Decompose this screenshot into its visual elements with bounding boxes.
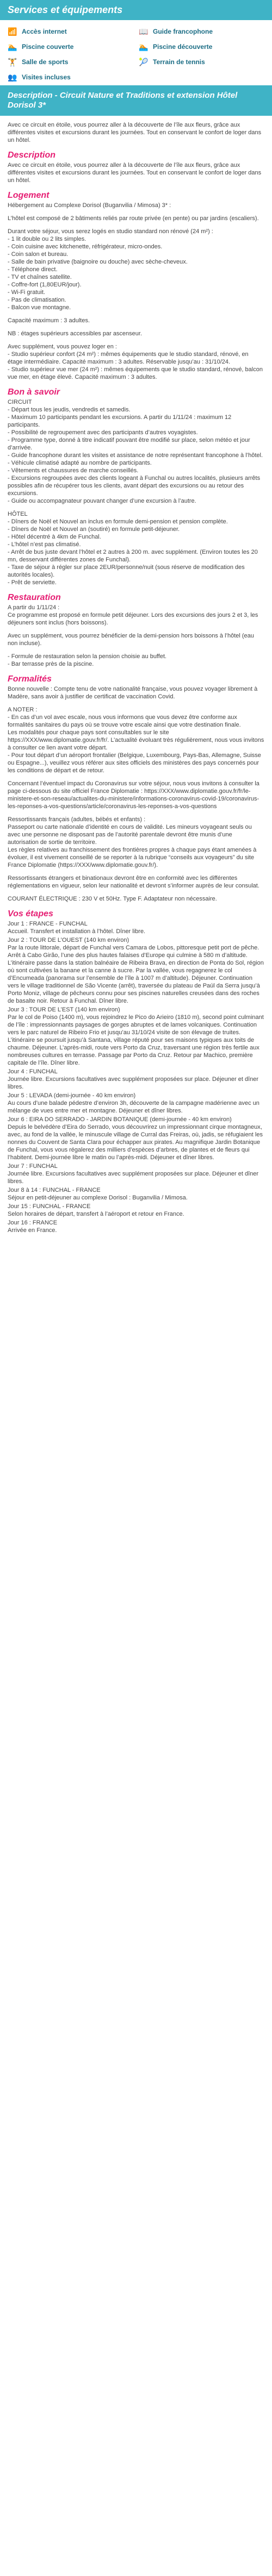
service-label: Accès internet — [22, 28, 67, 35]
etape-item: Jour 6 : EIRA DO SERRADO - JARDIN BOTANIQUE (demi-journée - 40 km environ) Depuis le belvédère d’Eira do Serrado, vous découvrirez un impressionnant cirque montagneux, avec, au fond de la vallée, le minuscule village de Curral das Freiras, où, jadis, se réfugiaient les nonnes du Couvent de Santa Clara pour échapper aux pirates. Au magnifique Jardin Botanique de Funchal, vous vous régalerez des milliers d’espèces d’arbres, de plantes et de fleurs qui l’habitent. Demi-journée libre le matin ou l’après-midi. Déjeuner et dîner libres. — [8, 1116, 263, 1161]
etape-item: Jour 2 : TOUR DE L’OUEST (140 km environ) Par la route littorale, départ de Funchal vers Camara de Lobos, pittoresque petit port de pêche. Arrêt à Cabo Girão, l’une des plus hautes falaises d’Europe qui culmine à 580 m d’altitude. L’itinéraire passe dans la station balnéaire de Ribeira Brava, en direction de Ponta do Sol, région où sont cultivées la banane et la canne à sucre. Par la vallée, vous regagnerez le col d’Encumeada (panorama sur l’ensemble de l’île à 1007 m d’altitude). Déjeuner. Continuation vers le village traditionnel de São Vicente (arrêt), traversée du plateau de Paúl da Serra jusqu’à Porto Moniz, village de pêcheurs connu pour ses piscines naturelles creusées dans des roches de basalte noir. Retour à Funchal. Dîner libre. — [8, 937, 264, 1004]
description-text: Avec ce circuit en étoile, vous pourrez aller à la découverte de l’île aux fleurs, grâce aux différentes visites et excursions durant les journées. Tout en conservant le confort de loger dans un hôtel. — [8, 162, 262, 184]
service-label: Piscine découverte — [153, 43, 213, 51]
service-label: Piscine couverte — [22, 43, 74, 51]
service-item — [139, 57, 264, 67]
bon-savoir-p1: CIRCUIT - Départ tous les jeudis, vendredis et samedis. - Maximum 10 participants pendant les excursions. A partir du 1/11/24 : maximum 12 participants. - Possibilité de regroupement avec des participants d’autres voyagistes. - Programme type, donné à titre indicatif pouvant être modifié sur place, selon météo et jour d’arrivée. - Guide francophone durant les visites et assistance de notre représentant francophone à l’hôtel. - Véhicule climatisé adapté au nombre de participants. - Vêtements et chaussures de marche conseillés. - Excursions regroupées avec des clients logeant à Funchal ou autres localités, plusieurs arrêts possibles afin de récupérer tous les clients, avant départ des excursions ou au retour des excursions. - Guide ou accompagnateur pouvant changer d’une excursion à l’autre. — [8, 399, 263, 504]
etape-item: Jour 4 : FUNCHAL Journée libre. Excursions facultatives avec supplément proposées sur place. Déjeuner et dîner libres. — [8, 1068, 259, 1090]
services-section — [0, 20, 272, 85]
logement-p2: L’hôtel est composé de 2 bâtiments reliés par route privée (en pente) ou par jardins (escaliers). — [8, 215, 259, 222]
restauration-p3: - Formule de restauration selon la pension choisie au buffet. - Bar terrasse près de la piscine. — [8, 653, 167, 667]
logement-p4: Capacité maximum : 3 adultes. — [8, 317, 90, 324]
wifi-icon: 📶 — [8, 27, 17, 36]
formalites-p4: Ressortissants français (adultes, bébés et enfants) : Passeport ou carte nationale d’identité en cours de validité. Les mineurs voyageant seuls ou avec une personne ne disposant pas de l’autorité parentale devront être munis d’une autorisation de sortie de territoire. Les règles relatives au franchissement des frontières propres à chaque pays étant amenées à évoluer, il est vivement conseillé de se reporter à la rubrique “conseils aux voyageurs” du site France Diplomatie (https://XXX/www.diplomatie.gouv.fr/). — [8, 816, 257, 868]
service-label: Visites incluses — [22, 73, 71, 81]
etape-item: Jour 5 : LEVADA (demi-journée - 40 km environ) Au cours d’une balade pédestre d’environ 3h, découverte de la campagne madérienne avec un mélange de vues entre mer et montagne. Déjeuner et dîner libres. — [8, 1092, 259, 1114]
etape-item: Jour 16 : FRANCE Arrivée en France. — [8, 1220, 58, 1234]
intro-text: Avec ce circuit en étoile, vous pourrez aller à la découverte de l’île aux fleurs, grâce aux différentes visites et excursions durant les journées. Tout en conservant le confort de loger dans un hôtel. — [8, 122, 262, 143]
formalites-p1: Bonne nouvelle : Compte tenu de votre nationalité française, vous pouvez voyager librement à Madère, sans avoir à justifier de certificat de vaccination Covid. — [8, 686, 258, 700]
page — [0, 0, 272, 1261]
service-item — [139, 42, 264, 52]
section-title-restauration: Restauration — [8, 593, 61, 602]
logement-p5: NB : étages supérieurs accessibles par ascenseur. — [8, 330, 143, 337]
services-grid — [8, 27, 264, 82]
etape-item: Jour 3 : TOUR DE L’EST (140 km environ) Par le col de Poiso (1400 m), vous rejoindrez le Pico do Arieiro (1810 m), second point culminant de l’île : impressionnants paysages de gorges abruptes et de lames volcaniques. Continuation vers le parc naturel de Ribeiro Frio et jusqu’au 31/10/24 visite de son élevage de truites. L’itinéraire se poursuit jusqu’à Santana, village réputé pour ses maisons typiques aux toits de chaume. Déjeuner. L’après-midi, route vers Porto da Cruz, traversant une région très fertile aux nombreuses cultures en terrasse. Passage par Porto da Cruz. Retour par Machico, première capitale de l’île. Dîner libre. — [8, 1006, 264, 1066]
etape-item: Jour 15 : FUNCHAL - FRANCE Selon horaires de départ, transfert à l’aéroport et retour en France. — [8, 1203, 184, 1217]
service-item — [8, 42, 133, 52]
formalites-p3: Concernant l’éventuel impact du Coronavirus sur votre séjour, nous vous invitons à consulter la page ci-dessous du site officiel France Diplomatie : https://XXX/www.diplomatie.gouv.fr/fr/le-ministere-et-son-reseau/actualites-du-ministere/informations-coronavirus-covid-19/coronavirus-les-reponses-a-vos-questions/article/coronavirus-les-reponses-a-vos-questions — [8, 780, 259, 810]
visit-icon: 👥 — [8, 72, 17, 82]
logement-p6: Avec supplément, vous pouvez loger en : - Studio supérieur confort (24 m²) : mêmes équipements que le studio standard, rénové, en étage intermédiaire. Capacité maximum : 3 adultes. Réservable jusqu’au : 31/10/24. - Studio supérieur vue mer (24 m²) : mêmes équipements que le studio standard, rénové, balcon vue mer, en étage élevé. Capacité maximum : 3 adultes. — [8, 343, 263, 380]
section-title-etapes: Vos étapes — [8, 909, 53, 918]
service-item — [8, 27, 133, 36]
content — [0, 116, 272, 1261]
etape-item: Jour 7 : FUNCHAL Journée libre. Excursions facultatives avec supplément proposées sur place. Déjeuner et dîner libres. — [8, 1163, 259, 1185]
services-header: Services et équipements — [0, 0, 272, 20]
service-item — [139, 27, 264, 36]
service-item — [8, 57, 133, 67]
section-title-bon-savoir: Bon à savoir — [8, 387, 60, 397]
etape-item: Jour 1 : FRANCE - FUNCHAL Accueil. Transfert et installation à l’hôtel. Dîner libre. — [8, 921, 146, 935]
etapes-list — [8, 920, 264, 1234]
tennis-icon: 🎾 — [139, 57, 149, 66]
logement-p1: Hébergement au Complexe Dorisol (Buganvilia / Mimosa) 3* : — [8, 202, 171, 209]
formalites-p6: COURANT ÉLECTRIQUE : 230 V et 50Hz. Type F. Adaptateur non nécessaire. — [8, 896, 217, 902]
etape-item: Jour 8 à 14 : FUNCHAL - FRANCE Séjour en petit-déjeuner au complexe Dorisol : Buganvilia / Mimosa. — [8, 1187, 188, 1201]
section-title-formalites: Formalités — [8, 674, 52, 684]
section-title-description: Description — [8, 151, 56, 160]
book-icon: 📖 — [139, 27, 149, 36]
formalites-p5: Ressortissants étrangers et binationaux devront être en conformité avec les différentes réglementations en vigueur, selon leur nationalité et devront s’informer auprès de leur consulat. — [8, 875, 259, 889]
formalites-p2: A NOTER : - En cas d’un vol avec escale, nous vous informons que vous devez être conforme aux formalités sanitaires du pays où se trouve votre escale ainsi que votre destination finale. Les modalités pour chaque pays sont consultables sur le site https://XXX/www.diplomatie.gouv.fr/fr/. L’actualité évoluant très régulièrement, nous vous invitons à consulter ce lien avant votre départ. - Pour tout départ d’un aéroport frontalier (Belgique, Luxembourg, Pays-Bas, Allemagne, Suisse ou Espagne...), veuillez vous référer aux sites officiels des ministères des pays concernés pour les conditions de départ et de retour. — [8, 706, 264, 774]
logement-p3: Durant votre séjour, vous serez logés en studio standard non rénové (24 m²) : - 1 lit double ou 2 lits simples. - Coin cuisine avec kitchenette, réfrigérateur, micro-ondes. - Coin salon et bureau. - Salle de bain privative (baignoire ou douche) avec sèche-cheveux. - Téléphone direct. - TV et chaînes satellite. - Coffre-fort (1,80EUR/jour). - Wi-Fi gratuit. - Pas de climatisation. - Balcon vue montagne. — [8, 228, 213, 311]
service-label: Terrain de tennis — [153, 58, 205, 66]
restauration-p1: A partir du 1/11/24 : Ce programme est proposé en formule petit déjeuner. Lors des excursions des jours 2 et 3, les déjeuners sont inclus (hors boissons). — [8, 604, 258, 626]
service-item — [8, 72, 133, 82]
pool-icon: 🏊 — [139, 42, 149, 51]
service-label: Salle de sports — [22, 58, 69, 66]
pool-icon: 🏊 — [8, 42, 17, 51]
gym-icon: 🏋 — [8, 57, 17, 66]
restauration-p2: Avec un supplément, vous pourrez bénéficier de la demi-pension hors boissons à l’hôtel (eau non incluse). — [8, 633, 254, 647]
service-label: Guide francophone — [153, 28, 213, 35]
description-banner: Description - Circuit Nature et Traditions et extension Hôtel Dorisol 3* — [0, 85, 272, 116]
bon-savoir-p2: HÔTEL - Dîners de Noël et Nouvel an inclus en formule demi-pension et pension complète. - Dîners de Noël et Nouvel an (soutiré) en formule petit-déjeuner. - Hôtel décentré à 4km de Funchal. - L’hôtel n’est pas climatisé. - Arrêt de bus juste devant l’hôtel et 2 autres à 200 m. avec supplément. (Environ toutes les 20 mn, desservant différentes zones de Funchal). - Taxe de séjour à régler sur place 2EUR/personne/nuit (sous réserve de modification des autorités locales). - Prêt de serviette. — [8, 511, 258, 586]
section-title-logement: Logement — [8, 191, 50, 200]
